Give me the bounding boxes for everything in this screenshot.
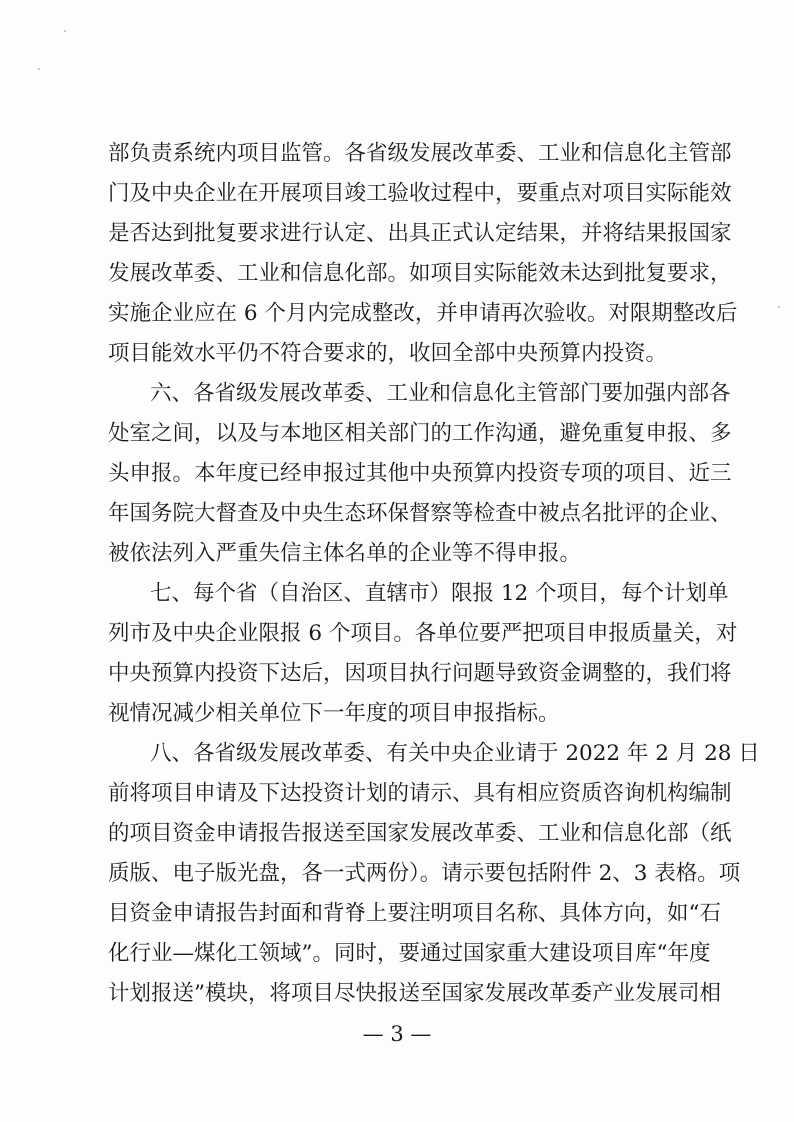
- text-line: 前将项目申请及下达投资计划的请示、具有相应资质咨询机构编制: [108, 781, 732, 806]
- text-line: 目资金申请报告封面和背脊上要注明项目名称、具体方向，如“石: [108, 901, 721, 926]
- text-line: 化行业—煤化工领域”。同时，要通过国家重大建设项目库“年度: [108, 941, 711, 966]
- page-number: — 3 —: [362, 1022, 432, 1046]
- scan-speck: [778, 306, 780, 308]
- text-line: 项目能效水平仍不符合要求的，收回全部中央预算内投资。: [108, 341, 668, 366]
- text-line: 被依法列入严重失信主体名单的企业等不得申报。: [108, 541, 582, 566]
- text-line: 门及中央企业在开展项目竣工验收过程中，要重点对项目实际能效: [108, 181, 732, 206]
- text-line: 中央预算内投资下达后，因项目执行问题导致资金调整的，我们将: [108, 661, 732, 686]
- text-line: 处室之间，以及与本地区相关部门的工作沟通，避免重复申报、多: [108, 421, 732, 446]
- text-line: 视情况减少相关单位下一年度的项目申报指标。: [108, 701, 560, 726]
- text-line: 是否达到批复要求进行认定、出具正式认定结果，并将结果报国家: [108, 221, 732, 246]
- text-line: 发展改革委、工业和信息化部。如项目实际能效未达到批复要求，: [108, 261, 732, 286]
- text-line: 部负责系统内项目监管。各省级发展改革委、工业和信息化主管部: [108, 141, 732, 166]
- text-line: 实施企业应在 6 个月内完成整改，并申请再次验收。对限期整改后: [108, 301, 738, 326]
- text-line: 的项目资金申请报告报送至国家发展改革委、工业和信息化部（纸: [108, 821, 732, 846]
- paragraph-first-line: 八、各省级发展改革委、有关中央企业请于 2022 年 2 月 28 日: [150, 741, 760, 766]
- scan-speck: [38, 68, 40, 70]
- text-line: 计划报送”模块，将项目尽快报送至国家发展改革委产业发展司相: [108, 981, 721, 1006]
- text-line: 头申报。本年度已经申报过其他中央预算内投资专项的项目、近三: [108, 461, 732, 486]
- scan-speck: [64, 30, 66, 32]
- text-line: 列市及中央企业限报 6 个项目。各单位要严把项目申报质量关，对: [108, 621, 738, 646]
- text-line: 年国务院大督查及中央生态环保督察等检查中被点名批评的企业、: [108, 501, 732, 526]
- text-line: 质版、电子版光盘，各一式两份）。请示要包括附件 2、3 表格。项: [108, 861, 741, 886]
- paragraph-first-line: 七、每个省（自治区、直辖市）限报 12 个项目，每个计划单: [150, 581, 729, 606]
- paragraph-first-line: 六、各省级发展改革委、工业和信息化主管部门要加强内部各: [150, 381, 731, 406]
